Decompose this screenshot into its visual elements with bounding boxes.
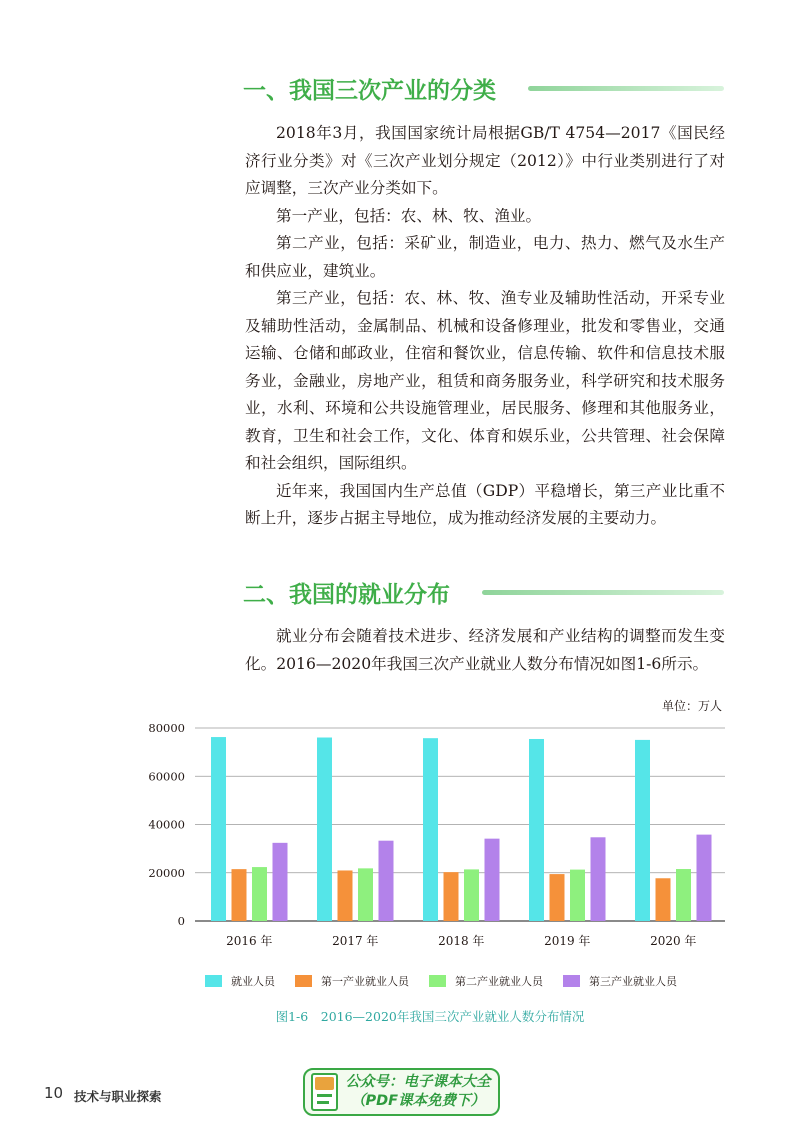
bar [379, 841, 394, 921]
bar [317, 738, 332, 921]
legend-label: 第一产业就业人员 [321, 975, 409, 988]
bar [570, 870, 585, 921]
bar [697, 835, 712, 921]
x-tick-label: 2017 年 [332, 934, 379, 948]
bar [252, 867, 267, 921]
x-tick-label: 2016 年 [226, 934, 273, 948]
bar [464, 869, 479, 921]
bar [656, 878, 671, 921]
paragraph: 2018年3月，我国国家统计局根据GB/T 4754—2017《国民经济行业分类》对《三次产业划分规定（2012）》中行业类别进行了对应调整，三次产业分类如下。 [245, 124, 725, 197]
bar [211, 737, 226, 921]
legend-entry [429, 973, 543, 989]
legend-label: 第二产业就业人员 [455, 975, 543, 988]
bar [485, 839, 500, 921]
legend-swatch [205, 975, 222, 987]
legend-swatch [429, 975, 446, 987]
section-1-body [245, 120, 725, 533]
bar [338, 870, 353, 921]
y-tick-label: 0 [177, 914, 185, 928]
y-tick-label: 40000 [148, 817, 185, 832]
y-tick-label: 80000 [148, 721, 185, 735]
watermark-line-2: （PDF课本免费下） [350, 1093, 486, 1109]
employment-bar-chart [140, 712, 730, 957]
bar [676, 869, 691, 921]
paragraph: 第二产业，包括：采矿业，制造业，电力、热力、燃气及水生产和供应业，建筑业。 [245, 234, 725, 280]
book-logo-icon [311, 1073, 338, 1111]
bar [529, 739, 544, 921]
paragraph: 近年来，我国国内生产总值（GDP）平稳增长，第三产业比重不断上升，逐步占据主导地位，成为推动经济发展的主要动力。 [245, 481, 725, 527]
bar [635, 740, 650, 921]
x-tick-label: 2020 年 [650, 934, 697, 948]
section-1-title: 一、我国三次产业的分类 [243, 78, 496, 104]
bar [591, 837, 606, 921]
bar [358, 868, 373, 921]
section-2-title: 二、我国的就业分布 [243, 582, 450, 608]
bar [550, 874, 565, 921]
x-tick-label: 2019 年 [544, 934, 591, 948]
bar [444, 872, 459, 921]
paragraph: 第三产业，包括：农、林、牧、渔专业及辅助性活动，开采专业及辅助性活动，金属制品、机械和设备修理业，批发和零售业，交通运输、仓储和邮政业，住宿和餐饮业，信息传输、软件和信息技术服务业，金融业，房地产业，租赁和商务服务业，科学研究和技术服务业，水利、环境和公共设施管理业，居民服务、修理和其他服务业，教育，卫生和社会工作，文化、体育和娱乐业，公共管理、社会保障和社会组织，国际组织。 [245, 289, 725, 472]
y-tick-label: 20000 [148, 865, 185, 880]
chart-legend [205, 973, 725, 989]
legend-entry [563, 973, 677, 989]
page-number: 10 [44, 1084, 64, 1102]
section-1-rule [528, 86, 724, 91]
bar [423, 738, 438, 921]
watermark-line-1: 公众号：电子课本大全 [345, 1074, 491, 1090]
bar [273, 843, 288, 921]
section-2-body [245, 623, 725, 678]
legend-label: 就业人员 [231, 975, 275, 988]
watermark-badge [303, 1068, 500, 1116]
legend-label: 第三产业就业人员 [589, 975, 677, 988]
paragraph: 第一产业，包括：农、林、牧、渔业。 [276, 206, 542, 225]
paragraph: 就业分布会随着技术进步、经济发展和产业结构的调整而发生变化。2016—2020年我国三次产业就业人数分布情况如图1-6所示。 [245, 627, 725, 673]
legend-swatch [563, 975, 580, 987]
x-tick-label: 2018 年 [438, 934, 485, 948]
y-tick-label: 60000 [148, 769, 185, 784]
book-title: 技术与职业探索 [74, 1089, 162, 1104]
bar [232, 869, 247, 921]
legend-entry [295, 973, 409, 989]
section-2-rule [482, 590, 724, 595]
chart-unit-label: 单位：万人 [661, 699, 722, 713]
figure-caption: 图1-6 2016—2020年我国三次产业就业人数分布情况 [275, 1009, 585, 1024]
legend-swatch [295, 975, 312, 987]
legend-entry [205, 973, 275, 989]
